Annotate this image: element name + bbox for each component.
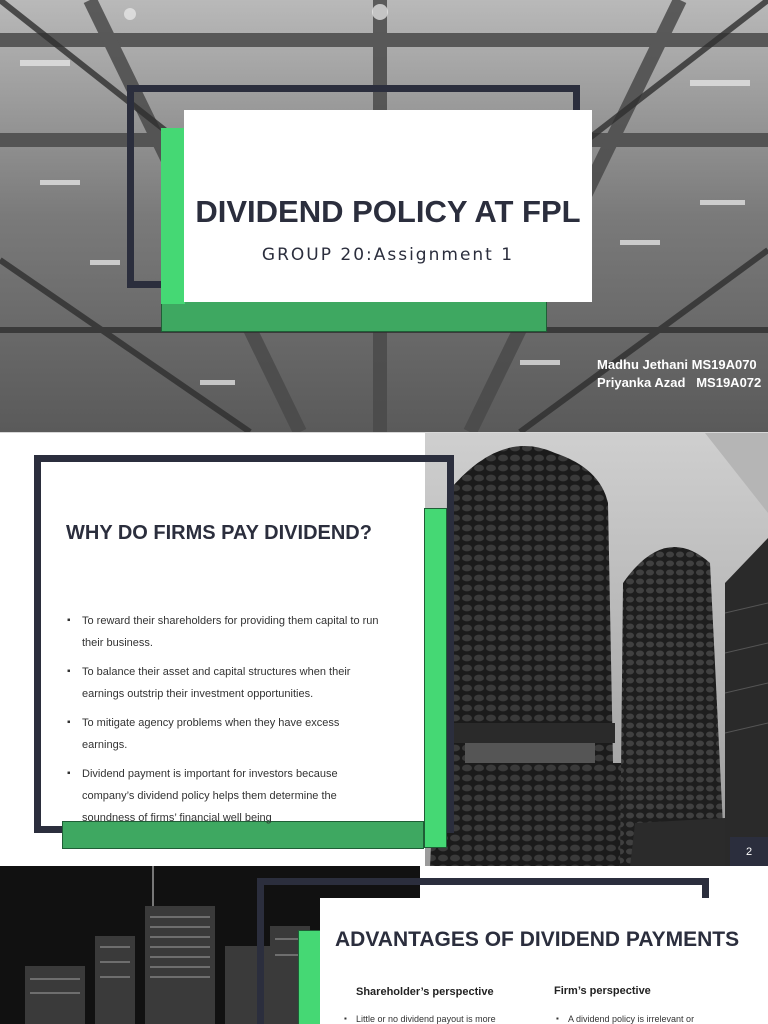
author-1: Madhu Jethani MS19A070 xyxy=(597,357,757,372)
firm-perspective-heading: Firm’s perspective xyxy=(554,985,651,997)
list-item: ▪ To mitigate agency problems when they have excess earnings. xyxy=(67,712,387,756)
slide-title xyxy=(0,0,768,432)
slide-heading: ADVANTAGES OF DIVIDEND PAYMENTS xyxy=(335,928,740,951)
list-item: ▪ Little or no dividend payout is more xyxy=(344,1014,496,1024)
presentation-title: DIVIDEND POLICY AT FPL xyxy=(195,194,581,229)
slide-advantages xyxy=(0,866,768,1024)
list-item: ▪ A dividend policy is irrelevant or xyxy=(556,1014,694,1024)
content-card xyxy=(41,462,424,824)
title-green-accent xyxy=(161,128,185,304)
author-2: Priyanka Azad MS19A072 xyxy=(597,375,762,390)
list-item: ▪ To balance their asset and capital structures when their earnings outstrip their investment opportunities. xyxy=(67,661,387,705)
green-accent-right xyxy=(424,508,447,848)
reasons-list xyxy=(67,610,387,836)
shareholder-perspective-heading: Shareholder’s perspective xyxy=(356,986,494,998)
list-item: ▪ Dividend payment is important for investors because company’s dividend policy helps them determine the soundness of firms’ financial well being xyxy=(67,763,387,829)
author-list xyxy=(597,356,761,392)
slide-heading: WHY DO FIRMS PAY DIVIDEND? xyxy=(66,522,372,544)
advantages-card xyxy=(320,898,768,1024)
list-item: ▪ To reward their shareholders for providing them capital to run their business. xyxy=(67,610,387,654)
towers-photo xyxy=(425,433,768,866)
presentation-subtitle: GROUP 20:Assignment 1 xyxy=(261,245,515,265)
page-number: 2 xyxy=(745,846,753,858)
slide-why-dividend xyxy=(0,432,768,866)
title-card xyxy=(184,110,592,302)
